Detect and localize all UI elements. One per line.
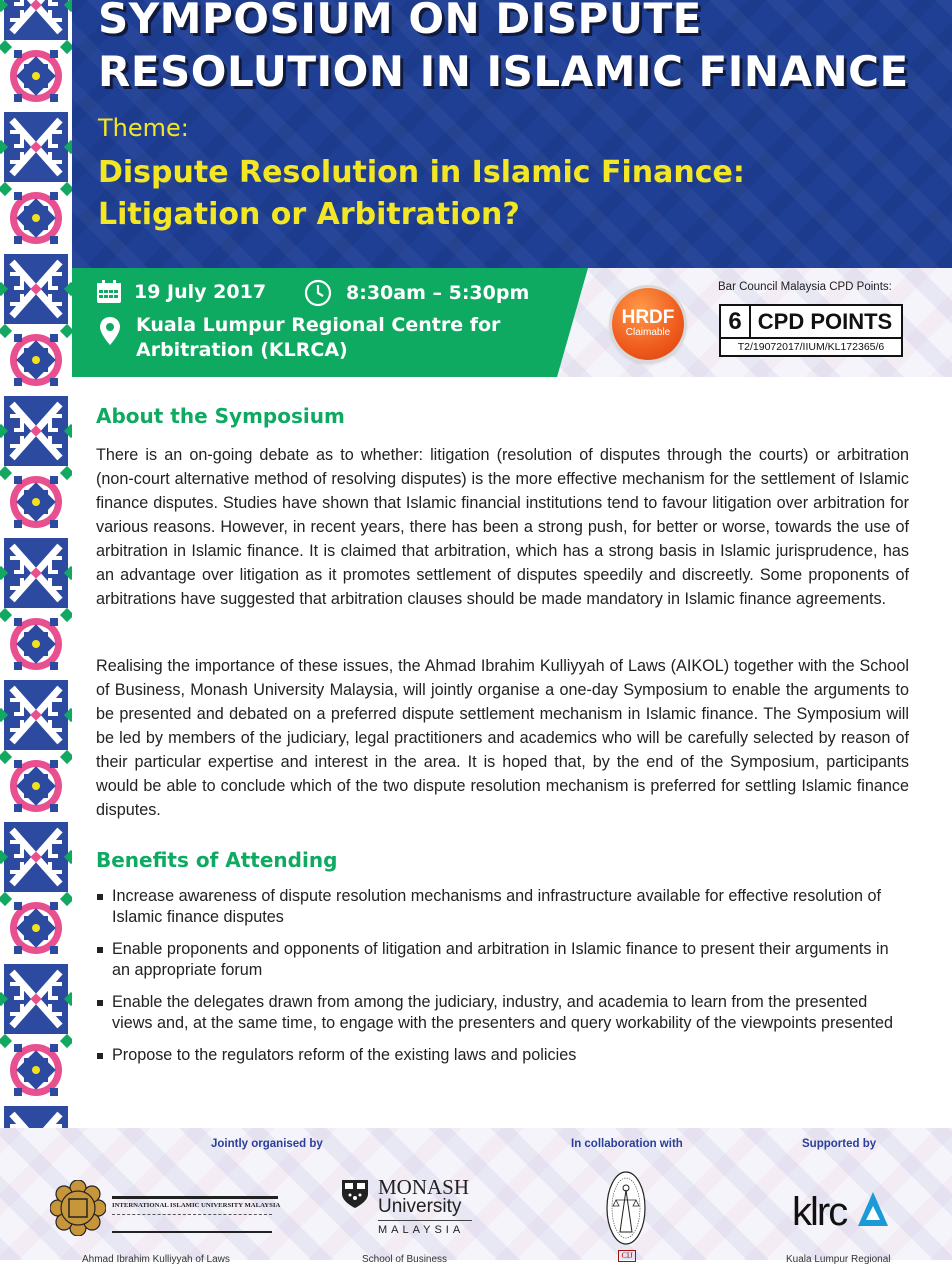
event-venue [100,313,500,363]
monash-logo [340,1176,480,1246]
benefits-list [96,886,909,1077]
monash-wordmark: MONASH [378,1175,470,1199]
bullet-square-icon [97,1053,103,1059]
title-line-2: RESOLUTION IN ISLAMIC FINANCE [98,47,909,96]
bullet-square-icon [97,1000,103,1006]
about-paragraph-2: Realising the importance of these issues, the Ahmad Ibrahim Kulliyyah of Laws (AIKOL) together with the School of Business, Monash University Malaysia, will jointly organise a one-day Symposium to enable the arguments to be presented and debated on a preferred dispute settlement mechanism in Islamic finance. The Symposium will be led by members of the judiciary, legal practitioners and academics who will be carefully selected by reason of their particular expertise and interest in the area. It is hoped that, by the end of the Symposium, participants would be able to conclude which of the two dispute resolution mechanism is preferred for settling Islamic finance disputes. [96,657,909,819]
cpd-code: T2/19072017/IIUM/KL172365/6 [737,341,885,353]
benefit-text: Increase awareness of dispute resolution mechanisms and infrastructure available for effective resolution of Islamic finance disputes [112,887,882,926]
justice-seal-icon [604,1170,648,1250]
cij-mark: CIJ [618,1250,636,1262]
collaboration-heading: In collaboration with [571,1138,683,1150]
benefits-heading: Benefits of Attending [96,848,338,872]
cpd-label: Bar Council Malaysia CPD Points: [718,281,892,293]
supported-by-heading: Supported by [802,1138,877,1150]
hrdf-badge [612,288,684,360]
cij-logo [604,1170,648,1260]
venue-line-2: Arbitration (KLRCA) [136,339,348,361]
event-venue-text [136,313,500,363]
hrdf-subtitle: Claimable [625,327,671,338]
event-time [304,279,529,307]
monash-caption: School of Business [362,1254,448,1265]
benefit-item [96,992,909,1034]
geometric-pattern-icon [0,0,72,1128]
event-date [96,280,266,304]
venue-line-1: Kuala Lumpur Regional Centre for [136,314,501,336]
jawi-script-icon [112,1214,272,1233]
monash-shield-icon [340,1178,370,1210]
benefit-item [96,886,909,928]
hrdf-title: HRDF [621,307,675,328]
iium-emblem-icon [50,1180,106,1236]
theme-line-2: Litigation or Arbitration? [98,197,520,232]
monash-divider [378,1220,472,1221]
benefit-item [96,1045,909,1066]
arabic-script-icon [112,1182,278,1199]
about-heading: About the Symposium [96,404,345,428]
about-paragraph-1: There is an on-going debate as to whether: litigation (resolution of disputes through the courts) or arbitration (non-court alternative method of resolving disputes) is the more effective mechanism for the settlement of Islamic finance disputes. Studies have shown that Islamic financial institutions tend to favour litigation over arbitration for various reasons. However, in recent years, there has been a strong push, for better or worse, towards the use of arbitration in Islamic finance. It is claimed that arbitration, which has a strong basis in Islamic jurisprudence, has an advantage over litigation as it promotes settlement of disputes speedily and discreetly. Some proponents of arbitrations have suggested that arbitration clauses should be made mandatory in Islamic finance agreements. [96,446,909,608]
bullet-square-icon [97,947,103,953]
benefit-text: Enable the delegates drawn from among the judiciary, industry, and academia to learn from the presented views and, at the same time, to engage with the presenters and query workability of the viewpoints presented [112,993,894,1032]
theme-line-1: Dispute Resolution in Islamic Finance: [98,155,745,190]
iium-name: INTERNATIONAL ISLAMIC UNIVERSITY MALAYSIA [112,1202,281,1209]
benefit-text: Propose to the regulators reform of the existing laws and policies [112,1046,577,1064]
iium-caption: Ahmad Ibrahim Kulliyyah of Laws [82,1254,230,1265]
bullet-square-icon [97,894,103,900]
clock-icon [304,279,332,307]
event-title [98,0,909,98]
cpd-points-text: CPD POINTS [749,306,901,339]
theme-label: Theme: [98,114,189,142]
event-time-text: 8:30am – 5:30pm [346,282,530,304]
monash-university-text: University [378,1196,462,1217]
title-line-1: SYMPOSIUM ON DISPUTE [98,0,702,43]
event-date-text: 19 July 2017 [134,281,267,303]
jointly-organised-heading: Jointly organised by [211,1138,323,1150]
monash-malaysia-text: MALAYSIA [378,1224,465,1236]
benefit-text: Enable proponents and opponents of litigation and arbitration in Islamic finance to present their arguments in an appropriate forum [112,940,889,979]
cpd-points-box [719,304,903,357]
iium-logo [50,1180,280,1240]
header-banner [72,0,952,268]
cpd-number: 6 [721,306,751,339]
benefit-item [96,939,909,981]
klrca-logo [792,1188,902,1238]
location-pin-icon [100,317,120,345]
klrca-caption: Kuala Lumpur Regional [786,1254,891,1265]
decorative-border [0,0,72,1128]
klrca-triangle-icon [858,1192,888,1226]
klrca-wordmark: klrc [792,1190,847,1234]
calendar-icon [96,280,122,304]
theme-title [98,152,745,236]
